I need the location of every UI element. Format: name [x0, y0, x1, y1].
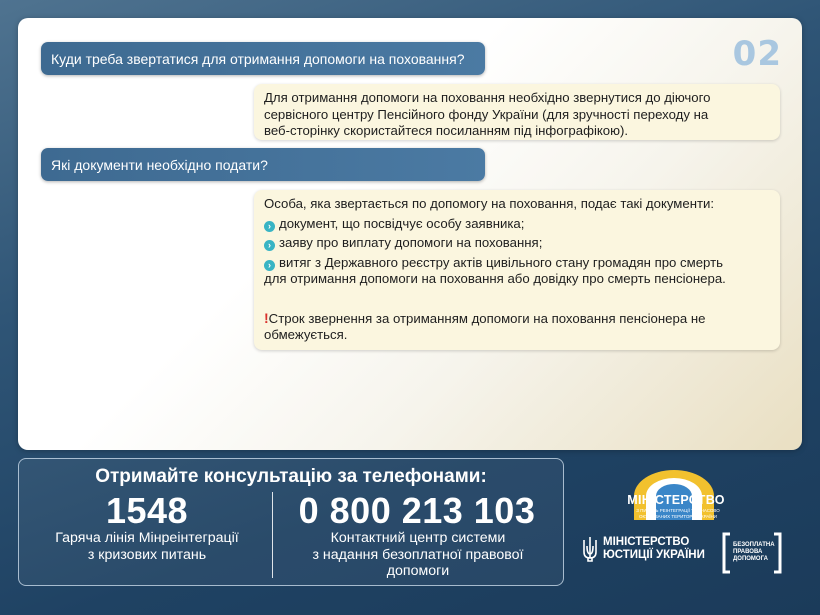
document-item-2-text: заяву про виплату допомоги на поховання; [279, 235, 543, 250]
hotline-number[interactable]: 1548 [105, 490, 189, 531]
page-number: 02 [732, 34, 782, 74]
legal-aid-description [280, 530, 556, 580]
answer-1-bubble [254, 84, 780, 140]
legal-aid-number[interactable]: 0 800 213 103 [298, 490, 536, 531]
contacts-title: Отримайте консультацію за телефонами: [95, 466, 487, 487]
answer-1-line-1: Для отримання допомоги на поховання необхідно звернутися до діючого [264, 90, 711, 105]
exclamation-icon: ! [264, 309, 269, 326]
document-item-1 [264, 216, 770, 233]
free-legal-aid-line-2: ПРАВОВА [733, 549, 763, 555]
legal-desc-line-3: допомоги [386, 563, 450, 579]
question-2-bubble [41, 148, 485, 181]
arrow-right-circle-icon: › [264, 240, 275, 251]
document-item-1-text: документ, що посвідчує особу заявника; [279, 215, 525, 231]
ministry-justice-line-1: МІНІСТЕРСТВО [603, 536, 690, 548]
deadline-note [264, 310, 770, 328]
question-1-text: Куди треба звертатися для отримання допомоги на поховання? [51, 50, 465, 67]
answer-2-intro: Особа, яка звертається по допомогу на поховання, подає такі документи: [264, 196, 715, 211]
ministry-justice-line-2: ЮСТИЦІЇ УКРАЇНИ [603, 549, 705, 561]
answer-2-bubble [254, 190, 780, 350]
ministry-justice-name [603, 536, 713, 562]
hotline-description [34, 530, 260, 563]
ministry-reintegration-sub-line-1: З ПИТАНЬ РЕІНТЕГРАЦІЇ ТИМЧАСОВО [636, 508, 720, 513]
hotline-desc-line-2: з кризових питань [87, 546, 207, 563]
free-legal-aid-line-3: ДОПОМОГА [733, 556, 768, 562]
document-item-3-text-line-1: витяг з Державного реєстру актів цивільного стану громадян про смерть [279, 254, 724, 270]
ministry-reintegration-name: МІНІСТЕРСТВО [627, 493, 725, 507]
question-1-bubble [41, 42, 485, 75]
answer-1-line-2: сервісного центру Пенсійного фонду України (для зручності переходу на [264, 106, 709, 122]
legal-desc-line-1: Контактний центр системи [330, 530, 506, 546]
contacts-divider [272, 492, 273, 578]
arrow-right-circle-icon: › [264, 221, 275, 232]
document-item-3 [264, 255, 770, 272]
free-legal-aid-name [733, 542, 773, 563]
hotline-desc-line-1: Гаряча лінія Мінреінтеграції [55, 530, 239, 546]
deadline-note-line-2: обмежується. [264, 327, 348, 342]
document-item-3-text-line-2: для отримання допомоги на поховання або довідку про смерть пенсіонера. [264, 271, 726, 286]
arrow-right-circle-icon: › [264, 260, 275, 271]
trident-icon [582, 536, 598, 562]
ministry-reintegration-subtitle [608, 508, 748, 519]
deadline-note-line-1: Строк звернення за отриманням допомоги на поховання пенсіонера не [268, 310, 706, 326]
question-2-text: Які документи необхідно подати? [51, 156, 268, 173]
ministry-reintegration-sub-line-2: ОКУПОВАНИХ ТЕРИТОРІЙ УКРАЇНИ [638, 513, 718, 519]
document-item-2 [264, 235, 770, 252]
legal-desc-line-2: з надання безоплатної правової [312, 546, 524, 563]
answer-1-line-3: веб-сторінку скористайтеся посиланням під інфографікою). [264, 123, 629, 138]
free-legal-aid-line-1: БЕЗОПЛАТНА [733, 542, 775, 548]
